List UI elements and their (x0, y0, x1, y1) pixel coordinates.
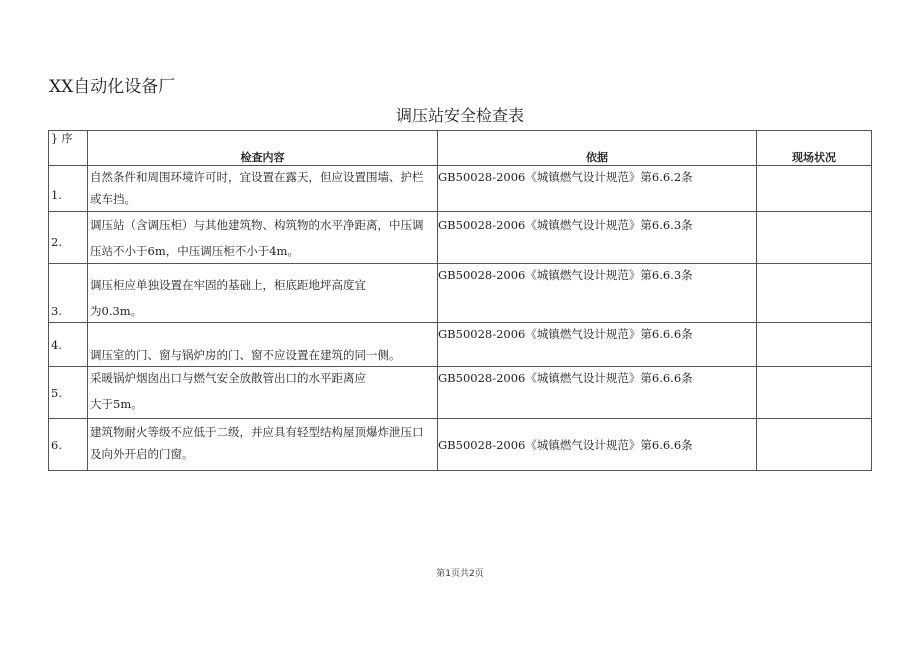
content-line: 压站不小于6m，中压调压柜不小于4m。 (90, 244, 299, 258)
table-row (49, 212, 872, 264)
table-row (49, 323, 872, 367)
row-basis: GB50028-2006《城镇燃气设计规范》第6.6.6条 (438, 367, 757, 419)
row-basis: GB50028-2006《城镇燃气设计规范》第6.6.6条 (438, 419, 757, 471)
content-line: 采暖锅炉烟囱出口与燃气安全放散管出口的水平距离应 (90, 371, 366, 385)
row-status[interactable] (757, 264, 872, 323)
page-number: 第1页共2页 (436, 569, 484, 579)
row-number: 2. (49, 212, 88, 264)
row-content (88, 419, 438, 471)
content-line: 或车挡。 (90, 192, 136, 206)
row-content (88, 264, 438, 323)
row-status[interactable] (757, 323, 872, 367)
row-content (88, 323, 438, 367)
table-row (49, 419, 872, 471)
header-content: 检查内容 (88, 131, 438, 166)
row-content (88, 212, 438, 264)
content-line: 调压柜应单独设置在牢固的基础上，柜底距地坪高度宜 (90, 278, 366, 292)
table-header-row (49, 131, 872, 166)
row-basis: GB50028-2006《城镇燃气设计规范》第6.6.3条 (438, 212, 757, 264)
content-line: 为0.3m。 (90, 304, 143, 318)
row-number: 4. (49, 323, 88, 367)
content-line: 建筑物耐火等级不应低于二级，并应具有轻型结构屋顶爆炸泄压口 (90, 425, 424, 439)
row-status[interactable] (757, 166, 872, 212)
content-line: 调压站（含调压柜）与其他建筑物、构筑物的水平净距离，中压调 (90, 218, 424, 232)
row-number: 3. (49, 264, 88, 323)
row-status[interactable] (757, 419, 872, 471)
row-number: 1. (49, 166, 88, 212)
content-line: 及向外开启的门窗。 (90, 447, 194, 461)
table-row (49, 264, 872, 323)
header-basis: 依据 (438, 131, 757, 166)
row-number: 5. (49, 367, 88, 419)
document-title: 调压站安全检查表 (395, 106, 524, 125)
inspection-table (48, 130, 872, 471)
row-content (88, 367, 438, 419)
row-basis: GB50028-2006《城镇燃气设计规范》第6.6.3条 (438, 264, 757, 323)
row-basis: GB50028-2006《城镇燃气设计规范》第6.6.2条 (438, 166, 757, 212)
row-content (88, 166, 438, 212)
row-status[interactable] (757, 212, 872, 264)
row-basis: GB50028-2006《城镇燃气设计规范》第6.6.6条 (438, 323, 757, 367)
row-status[interactable] (757, 367, 872, 419)
content-line: 调压室的门、窗与锅炉房的门、窗不应设置在建筑的同一侧。 (90, 348, 401, 362)
header-status: 现场状况 (757, 131, 872, 166)
table-row (49, 166, 872, 212)
content-line: 大于5m。 (90, 397, 143, 411)
row-number: 6. (49, 419, 88, 471)
content-line: 自然条件和周围环境许可时，宜设置在露天，但应设置围墙、护栏 (90, 170, 424, 184)
table-row (49, 367, 872, 419)
header-seq: } 序 (49, 131, 88, 166)
company-name: XX自动化设备厂 (49, 77, 176, 97)
